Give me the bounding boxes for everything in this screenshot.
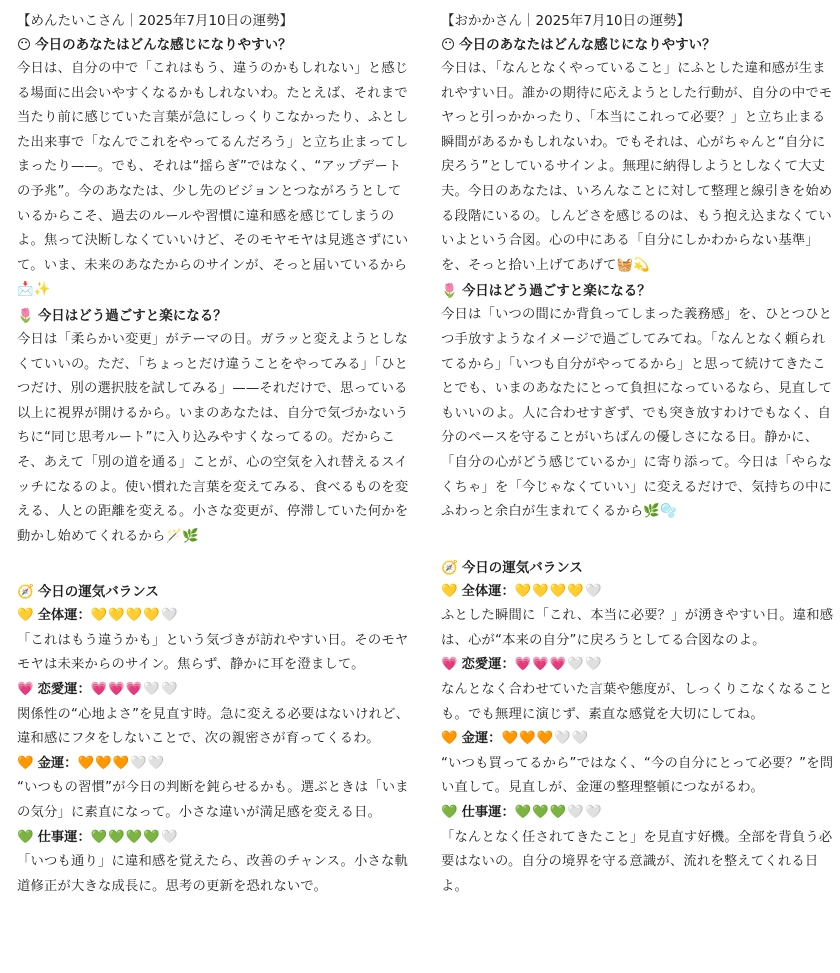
section-heading-advice xyxy=(441,279,836,303)
neutral-face-icon: 😶 xyxy=(17,37,32,53)
column-header: 【めんたいこさん｜2025年7月10日の運勢】 xyxy=(17,13,294,29)
section-title: 今日の運気バランス xyxy=(461,559,583,576)
heart-rating: 💗💗💗🤍🤍 xyxy=(90,682,179,698)
heart-rating: 🧡🧡🧡🤍🤍 xyxy=(501,731,590,747)
fortune-label: 仕事運： xyxy=(37,829,91,845)
tulip-icon: 🌷 xyxy=(17,307,34,324)
fortune-text-love: 関係性の“心地よさ”を見直す時。急に変える必要はないけれど、違和感にフタをしないことで、次の親密さが育ってくるわ。 xyxy=(17,706,410,747)
fortune-text-overall: ふとした瞬間に「これ、本当に必要？」が湧きやすい日。違和感は、心が“本来の自分”に戻ろうとしてる合図なのよ。 xyxy=(441,608,834,648)
fortune-column-mentaiko xyxy=(17,10,412,899)
fortune-text-overall: 「これはもう違うかも」という気づきが訪れやすい日。そのモヤモヤは未来からのサイン。焦らず、静かに耳を澄まして。 xyxy=(17,632,409,673)
column-header: 【おかかさん｜2025年7月10日の運勢】 xyxy=(441,13,691,29)
fortune-text-work: 「なんとなく任されてきたこと」を見直す好機。全部を背負う必要はないの。自分の境界を守る意識が、流れを整えてくれる日よ。 xyxy=(441,829,833,894)
fortune-rating-overall xyxy=(17,604,412,629)
fortune-rating-love xyxy=(17,678,412,703)
heart-rating: 💛💛💛💛🤍 xyxy=(514,583,603,599)
spacer xyxy=(441,525,836,555)
fortune-rating-work xyxy=(441,801,836,826)
section-title: 今日はどう過ごすと楽になる？ xyxy=(461,283,651,300)
fortune-column-okaka xyxy=(441,10,836,899)
section-title: 今日のあなたはどんな感じになりやすい？ xyxy=(459,37,716,53)
feeling-paragraph: 今日は、「なんとなくやっていること」にふとした違和感が生まれやすい日。誰かの期待に応えようとした行動が、自分の中でモヤっと引っかかったり、「本当にこれって必要？」と立ち止まる瞬間があるかもしれないわ。でもそれは、心がちゃんと“自分に戻ろう”としているサインよ。無理に納得しようとしなくて大丈夫。今日のあなたは、いろんなことに対して整理と線引きを始める段階にいるの。しんどさを感じるのは、もう抱え込まなくていいよという合図。心の中にある「自分にしかわからない基準」を、そっと拾い上げてあげて🧺💫 xyxy=(441,61,833,273)
fortune-rating-work xyxy=(17,826,412,851)
fortune-label: 仕事運： xyxy=(461,805,515,821)
heart-rating: 💛💛💛💛🤍 xyxy=(90,608,179,624)
green-heart-icon: 💚 xyxy=(17,829,34,845)
compass-icon: 🧭 xyxy=(441,559,458,576)
section-heading-advice xyxy=(17,304,412,328)
section-heading-balance xyxy=(17,580,412,604)
section-heading-balance xyxy=(441,556,836,580)
section-title: 今日の運気バランス xyxy=(37,584,159,601)
fortune-text-love: なんとなく合わせていた言葉や態度が、しっくりこなくなることも。でも無理に演じず、素直な感覚を大切にしてね。 xyxy=(441,682,833,722)
fortune-label: 恋愛運： xyxy=(37,682,91,698)
yellow-heart-icon: 💛 xyxy=(441,583,458,599)
pink-heart-icon: 💗 xyxy=(441,657,458,673)
pink-heart-icon: 💗 xyxy=(17,682,34,698)
green-heart-icon: 💚 xyxy=(441,805,458,821)
fortune-text-money: “いつもの習慣”が今日の判断を鈍らせるかも。選ぶときは「いまの気分」に素直になって。小さな違いが満足感を変える日。 xyxy=(17,780,409,821)
compass-icon: 🧭 xyxy=(17,584,34,601)
fortune-label: 恋愛運： xyxy=(461,657,515,673)
section-title: 今日はどう過ごすと楽になる？ xyxy=(37,307,227,324)
yellow-heart-icon: 💛 xyxy=(17,608,34,624)
feeling-paragraph: 今日は、自分の中で「これはもう、違うのかもしれない」と感じる場面に出会いやすくなるかもしれないわ。たとえば、それまで当たり前に感じていた言葉が急にしっくりこなかったり、ふとした出来事で「なんでこれをやってるんだろう」と立ち止まってしまったり——。でも、それは“揺らぎ”ではなく、“アップデートの予兆”。今のあなたは、少し先のビジョンとつながろうとしているからこそ、過去のルールや習慣に違和感を感じてしまうのよ。焦って決断しなくていいけど、そのモヤモヤは見逃さずにいて。いま、未来のあなたからのサインが、そっと届いているから📩✨ xyxy=(17,61,409,298)
spacer xyxy=(17,549,412,579)
section-heading-feeling xyxy=(441,33,836,57)
fortune-label: 金運： xyxy=(37,755,78,771)
fortune-rating-money xyxy=(17,752,412,777)
neutral-face-icon: 😶 xyxy=(441,37,456,53)
orange-heart-icon: 🧡 xyxy=(441,731,458,747)
heart-rating: 💗💗💗🤍🤍 xyxy=(514,657,603,673)
fortune-rating-money xyxy=(441,727,836,752)
fortune-text-money: “いつも買ってるから”ではなく、“今の自分にとって必要？”を問い直して。見直しが、金運の整理整頓につながるわ。 xyxy=(441,755,834,796)
fortune-label: 全体運： xyxy=(37,608,91,624)
fortune-rating-love xyxy=(441,653,836,678)
heart-rating: 💚💚💚🤍🤍 xyxy=(514,805,603,821)
heart-rating: 💚💚💚💚🤍 xyxy=(90,829,179,845)
section-heading-feeling xyxy=(17,33,412,57)
tulip-icon: 🌷 xyxy=(441,283,458,300)
fortune-text-work: 「いつも通り」に違和感を覚えたら、改善のチャンス。小さな軌道修正が大きな成長に。思考の更新を恐れないで。 xyxy=(17,854,409,894)
heart-rating: 🧡🧡🧡🤍🤍 xyxy=(77,755,166,771)
orange-heart-icon: 🧡 xyxy=(17,755,34,771)
fortune-label: 全体運： xyxy=(461,583,515,599)
advice-paragraph: 今日は「柔らかい変更」がテーマの日。ガラッと変えようとしなくていいの。ただ、「ちょっとだけ違うことをやってみる」「ひとつだけ、別の選択肢を試してみる」——それだけで、思っている以上に視界が開けるから。いまのあなたは、自分で気づかないうちに“同じ思考ルート”に入り込みやすくなってるの。だからこそ、あえて「別の道を通る」ことが、心の空気を入れ替えるスイッチになるのよ。使い慣れた言葉を変えてみる、食べるものを変える、人との距離を変える。小さな変更が、停滞していた何かを動かし始めてくれるから🪄🌿 xyxy=(17,331,409,544)
fortune-rating-overall xyxy=(441,580,836,605)
section-title: 今日のあなたはどんな感じになりやすい？ xyxy=(35,37,292,53)
advice-paragraph: 今日は「いつの間にか背負ってしまった義務感」を、ひとつひとつ手放すようなイメージで過ごしてみてね。「なんとなく頼られてるから」「いつも自分がやってるから」と思って続けてきたことでも、いまのあなたにとって負担になっているなら、見直してもいいのよ。人に合わせすぎず、でも突き放すわけでもなく、自分のペースを守ることがいちばんの優しさになる日。静かに、「自分の心がどう感じているか」に寄り添って。今日は「やらなくちゃ」を「今じゃなくていい」に変えるだけで、気持ちの中にふわっと余白が生まれてくるから🌿🫧 xyxy=(441,307,833,520)
fortune-label: 金運： xyxy=(461,731,502,747)
